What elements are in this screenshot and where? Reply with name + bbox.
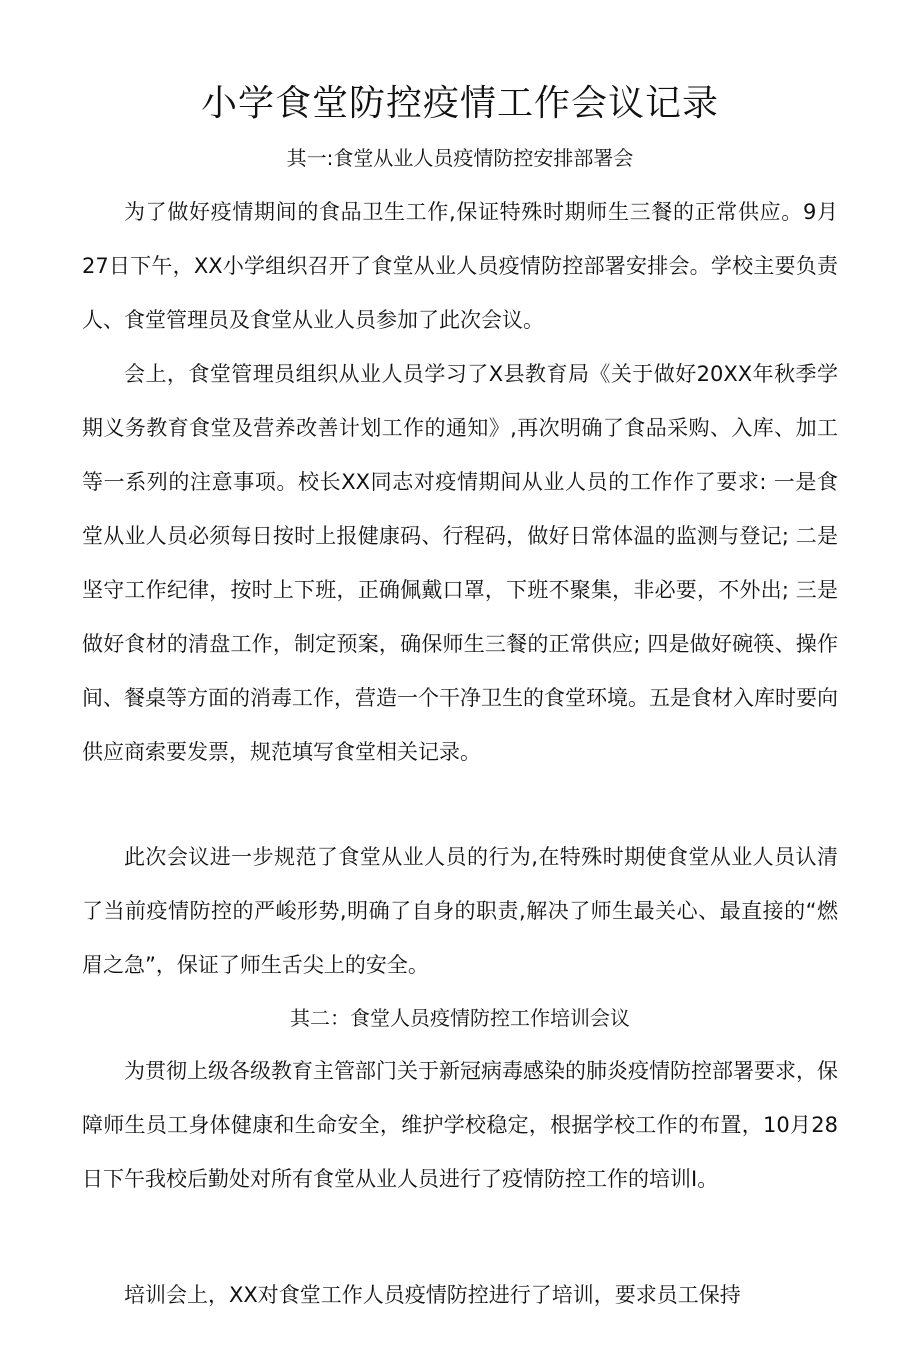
paragraph: 为了做好疫情期间的食品卫生工作,保证特殊时期师生三餐的正常供应。9月27日下午，XX小学组织召开了食堂从业人员疫情防控部署安排会。学校主要负责人、食堂管理员及食堂从业人员参加了此次会议。 bbox=[82, 200, 838, 332]
paragraph: 此次会议进一步规范了食堂从业人员的行为,在特殊时期使食堂从业人员认清了当前疫情防控的严峻形势,明确了自身的职责,解决了师生最关心、最直接的“燃眉之急”，保证了师生舌尖上的安全。 bbox=[82, 845, 838, 977]
paragraph: 培训会上，XX对食堂工作人员疫情防控进行了培训，要求员工保持 bbox=[124, 1283, 741, 1307]
paragraph: 为贯彻上级各级教育主管部门关于新冠病毒感染的肺炎疫情防控部署要求，保障师生员工身体健康和生命安全，维护学校稳定，根据学校工作的布置，10月28日下午我校后勤处对所有食堂从业人员进行了疫情防控工作的培训I。 bbox=[82, 1059, 838, 1191]
paragraph: 会上，食堂管理员组织从业人员学习了X县教育局《关于做好20XX年秋季学期义务教育食堂及营养改善计划工作的通知》,再次明确了食品采购、入库、加工等一系列的注意事项。校长XX同志对疫情期间从业人员的工作作了要求: 一是食堂从业人员必须每日按时上报健康码、行程码，做好日常体温的监测与登记; 二是坚守工作纪律，按时上下班，正确佩戴口罩，下班不聚集，非必要，不外出; 三是做好食材的清盘工作，制定预案，确保师生三餐的正常供应; 四是做好碗筷、操作间、餐桌等方面的消毒工作，营造一个干净卫生的食堂环境。五是食材入库时要向供应商索要发票，规范填写食堂相关记录。 bbox=[82, 362, 838, 764]
section-heading-2: 其二：食堂人员疫情防控工作培训会议 bbox=[290, 1006, 630, 1030]
document-title: 小学食堂防控疫情工作会议记录 bbox=[200, 83, 719, 124]
section-heading-1: 其一:食堂从业人员疫情防控安排部署会 bbox=[286, 146, 634, 170]
